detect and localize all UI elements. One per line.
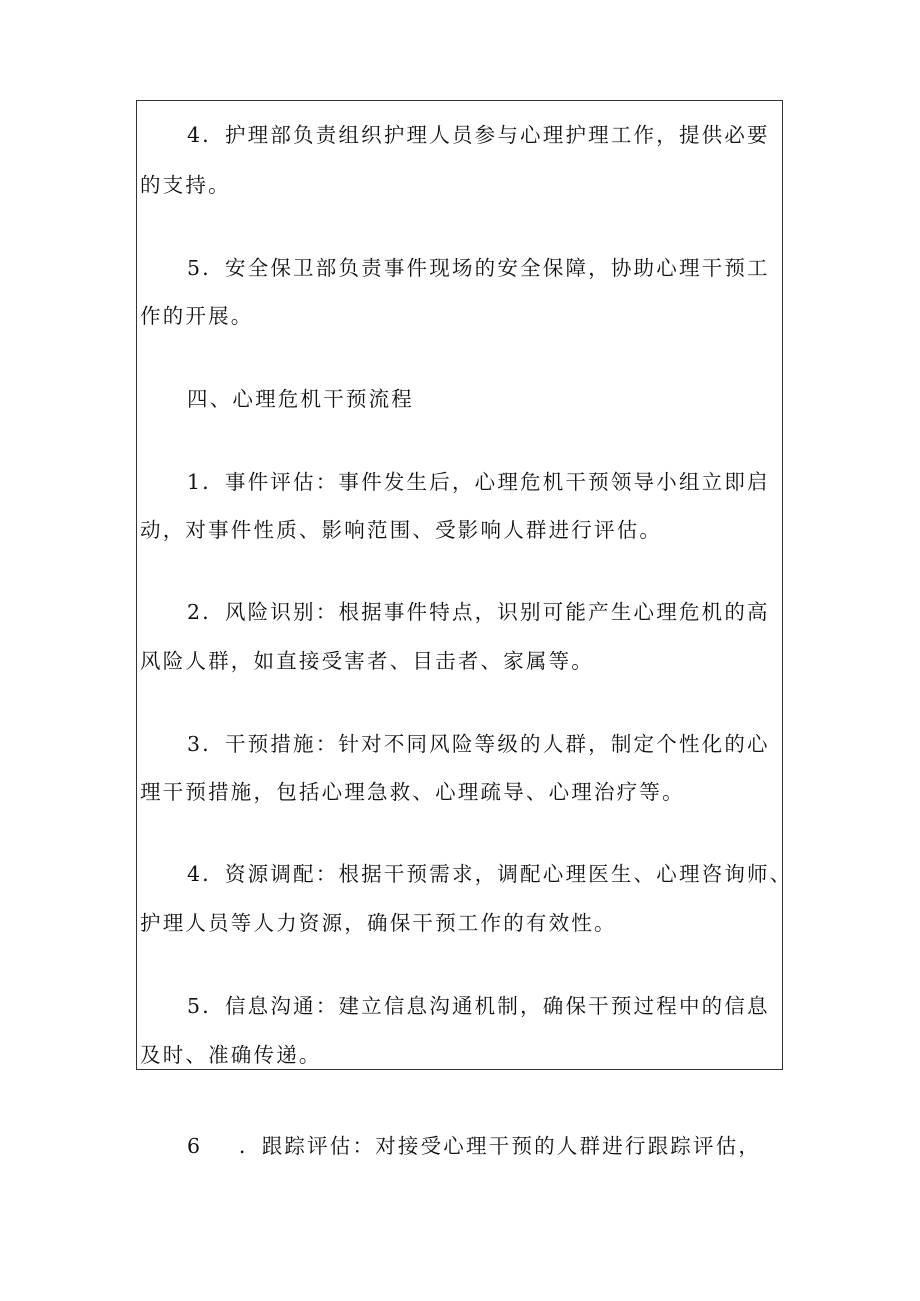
- step-5-line-2: 及时、准确传递。: [140, 1043, 322, 1067]
- paragraph-4-line-2: 的支持。: [140, 173, 231, 197]
- step-1-line-1: 1．事件评估：事件发生后，心理危机干预领导小组立即启: [187, 470, 770, 494]
- step-3-line-2: 理干预措施，包括心理急救、心理疏导、心理治疗等。: [140, 780, 685, 804]
- step-4-line-2: 护理人员等人力资源，确保干预工作的有效性。: [140, 911, 617, 935]
- step-6-text: ．跟踪评估：对接受心理干预的人群进行跟踪评估，: [239, 1134, 762, 1158]
- step-4-line-1: 4．资源调配：根据干预需求，调配心理医生、心理咨询师、: [187, 862, 793, 886]
- step-6-line: [187, 1132, 761, 1160]
- step-3-line-1: 3．干预措施：针对不同风险等级的人群，制定个性化的心: [187, 732, 770, 756]
- section-heading: 四、心理危机干预流程: [187, 387, 414, 411]
- step-5-line-1: 5．信息沟通：建立信息沟通机制，确保干预过程中的信息: [187, 994, 770, 1018]
- paragraph-5-line-2: 作的开展。: [140, 304, 254, 328]
- step-1-line-2: 动，对事件性质、影响范围、受影响人群进行评估。: [140, 518, 663, 542]
- paragraph-4-line-1: 4．护理部负责组织护理人员参与心理护理工作，提供必要: [187, 123, 770, 147]
- step-2-line-2: 风险人群，如直接受害者、目击者、家属等。: [140, 649, 594, 673]
- step-2-line-1: 2．风险识别：根据事件特点，识别可能产生心理危机的高: [187, 600, 770, 624]
- step-6-number: 6: [187, 1134, 203, 1158]
- paragraph-5-line-1: 5．安全保卫部负责事件现场的安全保障，协助心理干预工: [187, 256, 770, 280]
